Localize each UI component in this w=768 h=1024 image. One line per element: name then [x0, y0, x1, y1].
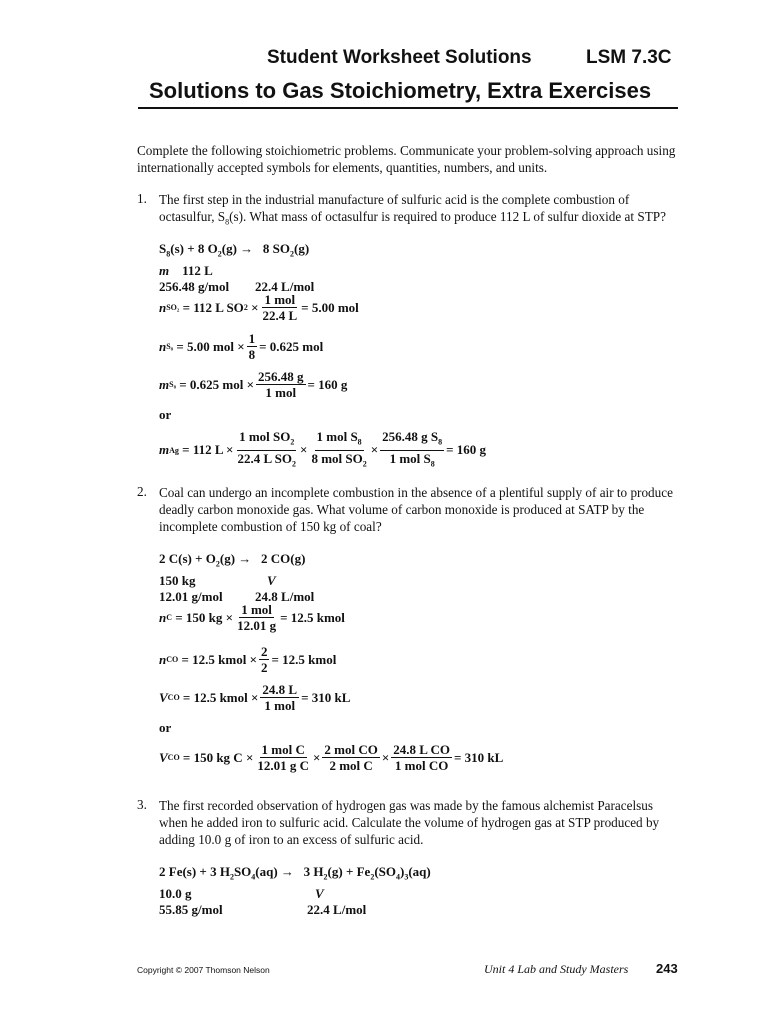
problem-1-text: The first step in the industrial manufacture of sulfuric acid is the complete combustion of octasulfur, $S_8(s)$. What mass of octasulfur is required to produce 112 L of sulfur dioxide at STP?	[159, 192, 666, 227]
footer-book-title: Unit 4 Lab and Study Masters	[484, 962, 629, 976]
problem-1-eq-n-so2: n SO₂ = 112 L SO 2 × $\frac{\text{1 mol}}{22.4 L}$ = 5.00 mol	[159, 292, 359, 323]
problem-1-eq-combined: m Ag = 112 L × $\frac{1 mol SO_2}{22.4 L SO_2}$ × $\frac{1 mol S_8}{8 mol SO_2}$ × $\frac{256.48 g S_8}{1 mol S_8}$ = 160 g	[159, 429, 487, 469]
problem-2-eq-v-co: V CO = 12.5 kmol × $\frac{24.8 L}{\text{1 mol}}$ = 310 kL	[159, 682, 351, 713]
problem-2-eq-n-co: n CO = 12.5 kmol × $\frac{2}{2}$ = 12.5 kmol	[159, 644, 337, 675]
problem-2-text: Coal can undergo an incomplete combustion in the absence of a plentiful supply of air to produce deadly carbon monoxide gas. What volume of carbon monoxide is produced at SATP by the incomplete combustion of 150 kg of coal?	[159, 485, 673, 534]
footer-copyright: Copyright © 2007 Thomson Nelson	[137, 965, 270, 975]
problem-2-or: or	[159, 720, 172, 735]
problem-1-eq-m-s8: m S₈ = 0.625 mol × $\frac{256.48 g}{\text{1 mol}}$ = 160 g	[159, 369, 348, 400]
problem-1-or: or	[159, 407, 172, 422]
problem-3-number: 3.	[137, 797, 147, 812]
problem-3-text: The first recorded observation of hydrogen gas was made by the famous alchemist Paracelsus when he added iron to sulfuric acid. Calculate the volume of hydrogen gas at STP produced by adding 10.0 g of iron to an excess of sulfuric acid.	[159, 798, 660, 847]
problem-1-eq-n-s8: n S₈ = 5.00 mol × $\frac{1}{8}$ = 0.625 mol	[159, 331, 324, 362]
problem-2-eq-n-c: n C = 150 kg × $\frac{\text{1 mol}}{12.01 g}$ = 12.5 kmol	[159, 602, 345, 633]
problem-2-given: 2 $C(s) + O_2(g) \to 2$ CO(g) 150 kg V 12.01 g/mol 24.8 L/mol	[159, 551, 315, 604]
problem-2-eq-combined: V CO = 150 kg C × $\frac{\text{1 mol C}}{\text{12.01 g C}}$ × $\frac{\text{2 mol CO}}{\text{2 mol C}}$ × $\frac{\text{24.8 L CO}}{\text{1 mol CO}}$ = 310 kL	[159, 742, 504, 773]
page-title: Solutions to Gas Stoichiometry, Extra Exercises	[149, 78, 652, 103]
problem-2-number: 2.	[137, 484, 147, 499]
title-rule	[138, 107, 678, 109]
footer-page-number: 243	[656, 961, 678, 976]
worksheet-title: Student Worksheet Solutions	[267, 47, 532, 68]
worksheet-code: LSM 7.3C	[586, 47, 672, 68]
problem-1-given: $S_8(s) + 8$ $O_2(g) \to 8$ $SO_2(g)$ m 112 L 256.48 g/mol 22.4 L/mol	[159, 241, 315, 294]
problem-1-number: 1.	[137, 191, 147, 206]
problem-3-given: 2 Fe(s) + 3 $H_2SO_4(aq) \to 3$ $H_2(g) + Fe_2(SO_4)_3(aq)$ 10.0 g V 55.85 g/mol 22.4 L/mol	[159, 864, 431, 917]
intro-paragraph: Complete the following stoichiometric problems. Communicate your problem-solving approach using internationally accepted symbols for elements, quantities, numbers, and units.	[137, 143, 676, 175]
